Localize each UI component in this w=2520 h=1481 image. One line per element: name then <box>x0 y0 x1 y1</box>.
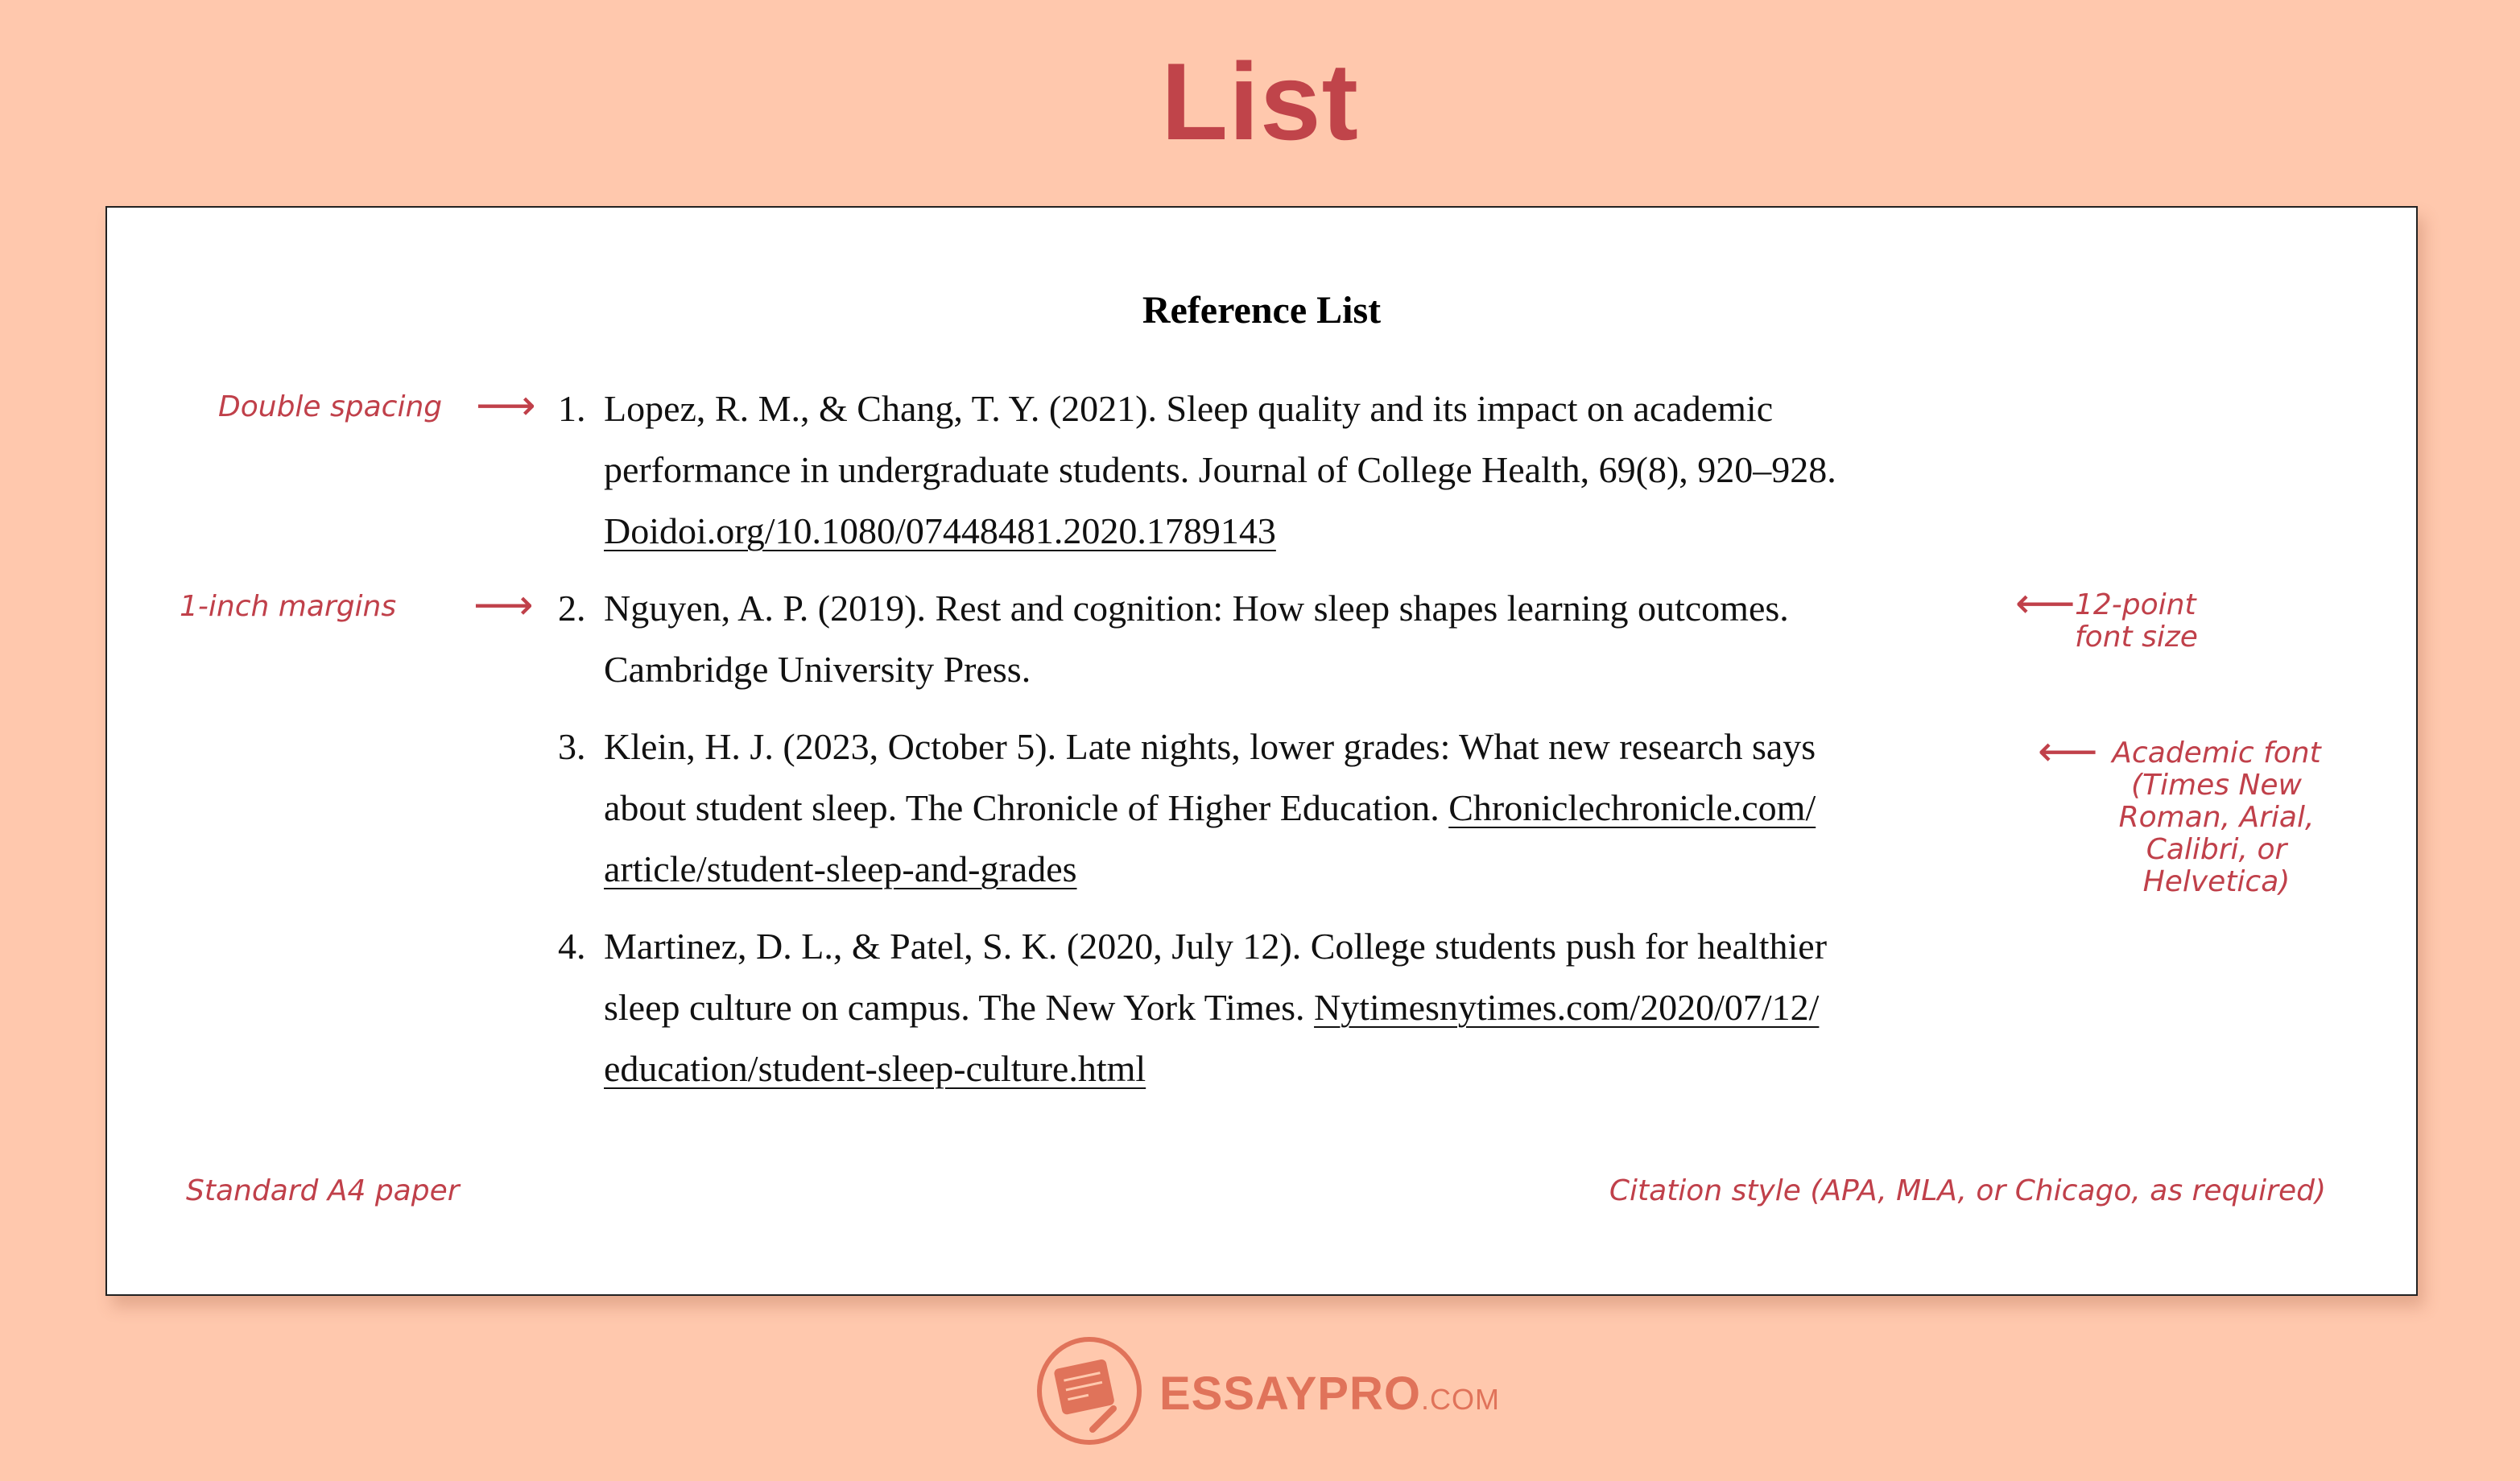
essaypro-brand <box>1159 1367 1500 1421</box>
entry-text: about student sleep. The Chronicle of Higher Education. <box>604 787 1449 828</box>
annotation-font-size <box>2075 589 2198 654</box>
entry-number: 2. <box>558 588 586 629</box>
annotation-citation-style: Citation style (APA, MLA, or Chicago, as required) <box>1609 1174 2326 1207</box>
annotation-line: (Times New <box>2131 769 2302 802</box>
reference-paper <box>105 206 2418 1296</box>
annotation-margins: 1-inch margins <box>180 590 397 623</box>
entry-line <box>604 786 1816 831</box>
annotation-line: Helvetica) <box>2142 865 2291 898</box>
annotation-line: 12-point <box>2075 588 2196 621</box>
entry-text: sleep culture on campus. The New York Times. <box>604 987 1315 1028</box>
reference-list-heading: Reference List <box>1142 289 1382 332</box>
url-link[interactable]: Nytimesnytimes.com/2020/07/12/ <box>1314 987 1820 1028</box>
url-link-continued[interactable]: education/student-sleep-culture.html <box>604 1048 1146 1089</box>
doi-link[interactable]: Doidoi.org/10.1080/07448481.2020.1789143 <box>604 510 1276 551</box>
page-title: List <box>1161 40 1359 163</box>
entry-line: Cambridge University Press. <box>604 649 1031 690</box>
annotation-line: font size <box>2075 621 2198 654</box>
entry-number: 3. <box>558 726 586 767</box>
entry-line: Klein, H. J. (2023, October 5). Late nights, lower grades: What new research says <box>604 726 1816 767</box>
arrow-left-icon: ⟵ <box>2015 580 2076 628</box>
arrow-right-icon: ⟶ <box>476 382 536 430</box>
url-link[interactable]: Chroniclechronicle.com/ <box>1448 787 1816 828</box>
brand-suffix: .COM <box>1421 1383 1500 1416</box>
entry-line: performance in undergraduate students. Journal of College Health, 69(8), 920–928. <box>604 449 1836 490</box>
annotation-line: Calibri, or <box>2146 833 2287 866</box>
annotation-paper-size: Standard A4 paper <box>186 1174 460 1207</box>
annotation-double-spacing: Double spacing <box>218 390 443 423</box>
entry-line: Lopez, R. M., & Chang, T. Y. (2021). Sleep quality and its impact on academic <box>604 388 1774 429</box>
entry-line <box>604 985 1819 1030</box>
arrow-left-icon: ⟵ <box>2038 728 2098 776</box>
url-link-continued[interactable]: article/student-sleep-and-grades <box>604 848 1077 889</box>
annotation-academic-font <box>2096 737 2337 898</box>
entry-number: 4. <box>558 926 586 967</box>
entry-number: 1. <box>558 388 586 429</box>
entry-line: Nguyen, A. P. (2019). Rest and cognition: How sleep shapes learning outcomes. <box>604 588 1789 629</box>
annotation-line: Academic font <box>2112 736 2321 769</box>
brand-name: ESSAYPRO <box>1159 1368 1421 1420</box>
arrow-right-icon: ⟶ <box>473 581 534 629</box>
annotation-line: Roman, Arial, <box>2118 801 2315 834</box>
entry-line: Martinez, D. L., & Patel, S. K. (2020, July 12). College students push for healthier <box>604 926 1828 967</box>
essaypro-logo-icon <box>1033 1336 1162 1446</box>
